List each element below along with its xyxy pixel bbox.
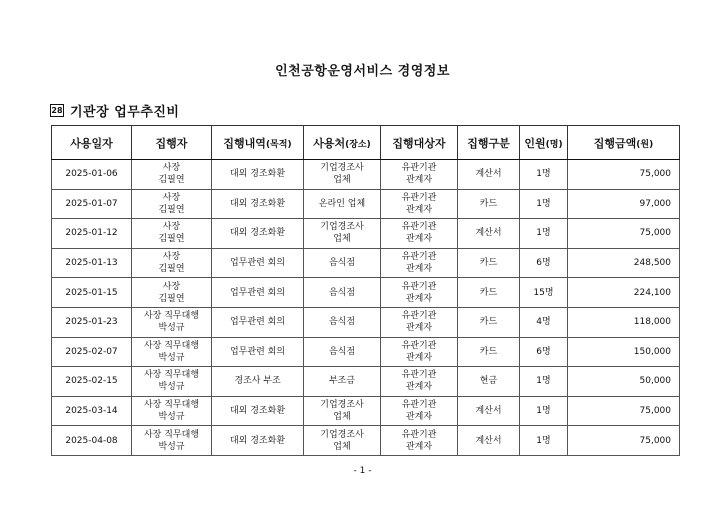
cell-people: 1명 bbox=[520, 367, 568, 397]
cell-target: 유관기관 관계자 bbox=[381, 337, 458, 367]
cell-detail: 업무관련 회의 bbox=[212, 337, 304, 367]
cell-people: 1명 bbox=[520, 160, 568, 190]
cell-amount: 248,500 bbox=[568, 248, 680, 278]
cell-date: 2025-04-08 bbox=[52, 426, 132, 456]
cell-people: 6명 bbox=[520, 337, 568, 367]
cell-people: 1명 bbox=[520, 219, 568, 249]
cell-date: 2025-01-23 bbox=[52, 307, 132, 337]
cell-type: 계산서 bbox=[458, 426, 520, 456]
cell-people: 15명 bbox=[520, 278, 568, 308]
cell-type: 카드 bbox=[458, 337, 520, 367]
table-row bbox=[52, 278, 680, 308]
table-row bbox=[52, 426, 680, 456]
cell-amount: 50,000 bbox=[568, 367, 680, 397]
cell-people: 1명 bbox=[520, 426, 568, 456]
cell-date: 2025-01-12 bbox=[52, 219, 132, 249]
cell-date: 2025-01-07 bbox=[52, 189, 132, 219]
cell-type: 카드 bbox=[458, 278, 520, 308]
cell-target: 유관기관 관계자 bbox=[381, 426, 458, 456]
cell-type: 계산서 bbox=[458, 396, 520, 426]
cell-executor: 사장 김필연 bbox=[132, 278, 212, 308]
cell-place: 음식점 bbox=[304, 248, 381, 278]
cell-place: 기업경조사 업체 bbox=[304, 160, 381, 190]
cell-detail: 대외 경조화환 bbox=[212, 160, 304, 190]
table-row bbox=[52, 337, 680, 367]
cell-type: 계산서 bbox=[458, 160, 520, 190]
cell-place: 음식점 bbox=[304, 278, 381, 308]
cell-executor: 사장 김필연 bbox=[132, 160, 212, 190]
cell-type: 카드 bbox=[458, 189, 520, 219]
table-row bbox=[52, 248, 680, 278]
cell-people: 4명 bbox=[520, 307, 568, 337]
header-people: 인원(명) bbox=[520, 126, 568, 160]
cell-type: 카드 bbox=[458, 307, 520, 337]
table-row bbox=[52, 189, 680, 219]
cell-place: 기업경조사 업체 bbox=[304, 219, 381, 249]
cell-place: 기업경조사 업체 bbox=[304, 396, 381, 426]
cell-type: 계산서 bbox=[458, 219, 520, 249]
cell-amount: 224,100 bbox=[568, 278, 680, 308]
header-place: 사용처(장소) bbox=[304, 126, 381, 160]
cell-people: 1명 bbox=[520, 189, 568, 219]
header-amount: 집행금액(원) bbox=[568, 126, 680, 160]
cell-people: 1명 bbox=[520, 396, 568, 426]
cell-executor: 사장 직무대행 박성규 bbox=[132, 367, 212, 397]
cell-date: 2025-01-06 bbox=[52, 160, 132, 190]
cell-detail: 대외 경조화환 bbox=[212, 189, 304, 219]
page-number: - 1 - bbox=[353, 466, 372, 476]
section-title: 기관장 업무추진비 bbox=[70, 105, 180, 120]
cell-executor: 사장 직무대행 박성규 bbox=[132, 426, 212, 456]
cell-executor: 사장 김필연 bbox=[132, 219, 212, 249]
cell-detail: 업무관련 회의 bbox=[212, 278, 304, 308]
table-row bbox=[52, 307, 680, 337]
table-row bbox=[52, 396, 680, 426]
header-date: 사용일자 bbox=[52, 126, 132, 160]
section-heading bbox=[50, 101, 180, 120]
header-type: 집행구분 bbox=[458, 126, 520, 160]
expense-table bbox=[51, 125, 680, 456]
cell-amount: 75,000 bbox=[568, 160, 680, 190]
header-executor: 집행자 bbox=[132, 126, 212, 160]
cell-date: 2025-02-07 bbox=[52, 337, 132, 367]
cell-type: 현금 bbox=[458, 367, 520, 397]
cell-place: 음식점 bbox=[304, 337, 381, 367]
table-row bbox=[52, 367, 680, 397]
header-detail: 집행내역(목적) bbox=[212, 126, 304, 160]
cell-people: 6명 bbox=[520, 248, 568, 278]
cell-detail: 업무관련 회의 bbox=[212, 248, 304, 278]
cell-target: 유관기관 관계자 bbox=[381, 219, 458, 249]
cell-place: 기업경조사 업체 bbox=[304, 426, 381, 456]
cell-amount: 75,000 bbox=[568, 426, 680, 456]
cell-amount: 118,000 bbox=[568, 307, 680, 337]
table-header-row bbox=[52, 126, 680, 160]
cell-amount: 75,000 bbox=[568, 396, 680, 426]
cell-target: 유관기관 관계자 bbox=[381, 160, 458, 190]
cell-executor: 사장 김필연 bbox=[132, 248, 212, 278]
cell-amount: 75,000 bbox=[568, 219, 680, 249]
cell-place: 음식점 bbox=[304, 307, 381, 337]
cell-amount: 97,000 bbox=[568, 189, 680, 219]
cell-date: 2025-03-14 bbox=[52, 396, 132, 426]
cell-target: 유관기관 관계자 bbox=[381, 248, 458, 278]
cell-target: 유관기관 관계자 bbox=[381, 367, 458, 397]
cell-amount: 150,000 bbox=[568, 337, 680, 367]
section-number-badge: 28 bbox=[51, 106, 63, 115]
cell-detail: 대외 경조화환 bbox=[212, 426, 304, 456]
header-target: 집행대상자 bbox=[381, 126, 458, 160]
table-row bbox=[52, 219, 680, 249]
document-title: 인천공항운영서비스 경영정보 bbox=[275, 64, 450, 79]
cell-executor: 사장 직무대행 박성규 bbox=[132, 396, 212, 426]
table-row bbox=[52, 160, 680, 190]
cell-target: 유관기관 관계자 bbox=[381, 396, 458, 426]
cell-place: 부조금 bbox=[304, 367, 381, 397]
cell-detail: 대외 경조화환 bbox=[212, 219, 304, 249]
cell-type: 카드 bbox=[458, 248, 520, 278]
cell-date: 2025-01-13 bbox=[52, 248, 132, 278]
cell-place: 온라인 업체 bbox=[304, 189, 381, 219]
cell-executor: 사장 김필연 bbox=[132, 189, 212, 219]
cell-date: 2025-02-15 bbox=[52, 367, 132, 397]
cell-target: 유관기관 관계자 bbox=[381, 278, 458, 308]
cell-detail: 경조사 부조 bbox=[212, 367, 304, 397]
cell-target: 유관기관 관계자 bbox=[381, 307, 458, 337]
cell-target: 유관기관 관계자 bbox=[381, 189, 458, 219]
cell-detail: 대외 경조화환 bbox=[212, 396, 304, 426]
cell-executor: 사장 직무대행 박성규 bbox=[132, 307, 212, 337]
cell-date: 2025-01-15 bbox=[52, 278, 132, 308]
cell-detail: 업무관련 회의 bbox=[212, 307, 304, 337]
cell-executor: 사장 직무대행 박성규 bbox=[132, 337, 212, 367]
